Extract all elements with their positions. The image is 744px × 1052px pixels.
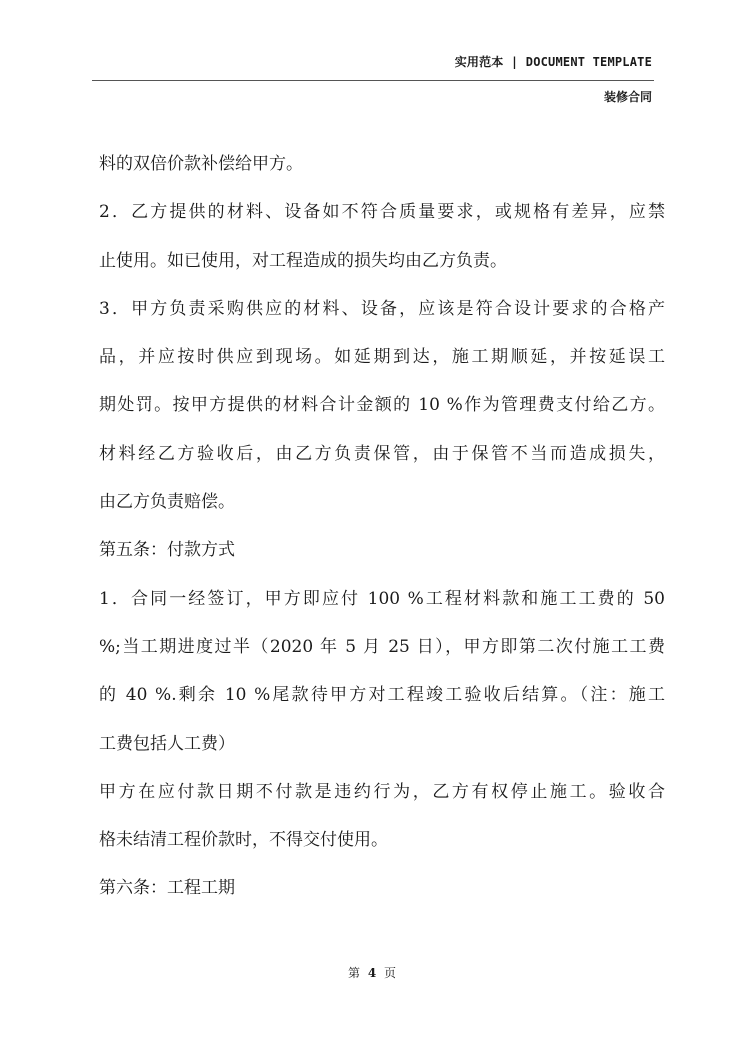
body-line: 材料经乙方验收后，由乙方负责保管，由于保管不当而造成损失， [99,443,665,464]
body-line: 由乙方负责赔偿。 [99,492,235,513]
body-line: %;当工期进度过半（2020 年 5 月 25 日），甲方即第二次付施工工费 [99,636,665,657]
body-line: 甲方在应付款日期不付款是违约行为，乙方有权停止施工。验收合 [99,781,665,802]
header-title: 实用范本 | DOCUMENT TEMPLATE [454,55,652,69]
section-heading: 第六条：工程工期 [99,878,235,899]
header-divider [92,80,654,81]
page-number: 4 [367,966,377,980]
body-line: 工费包括人工费） [99,733,235,754]
footer-suffix: 页 [384,966,397,980]
body-line: 品，并应按时供应到现场。如延期到达，施工期顺延，并按延误工 [99,347,665,368]
section-heading: 第五条：付款方式 [99,540,235,561]
body-line: 2．乙方提供的材料、设备如不符合质量要求，或规格有差异，应禁 [99,202,665,223]
body-line: 1．合同一经签订，甲方即应付 100 %工程材料款和施工工费的 50 [99,588,665,609]
page-footer [0,964,744,981]
body-line: 期处罚。按甲方提供的材料合计金额的 10 %作为管理费支付给乙方。 [99,395,665,416]
body-line: 止使用。如已使用，对工程造成的损失均由乙方负责。 [99,250,507,271]
header-subtitle: 装修合同 [603,90,652,104]
contract-body [99,140,665,913]
body-line: 格未结清工程价款时，不得交付使用。 [99,830,388,851]
footer-prefix: 第 [347,966,360,980]
body-line: 的 40 %.剩余 10 %尾款待甲方对工程竣工验收后结算。（注：施工 [99,685,665,706]
body-line: 料的双倍价款补偿给甲方。 [99,154,303,174]
body-line: 3．甲方负责采购供应的材料、设备，应该是符合设计要求的合格产 [99,298,665,319]
